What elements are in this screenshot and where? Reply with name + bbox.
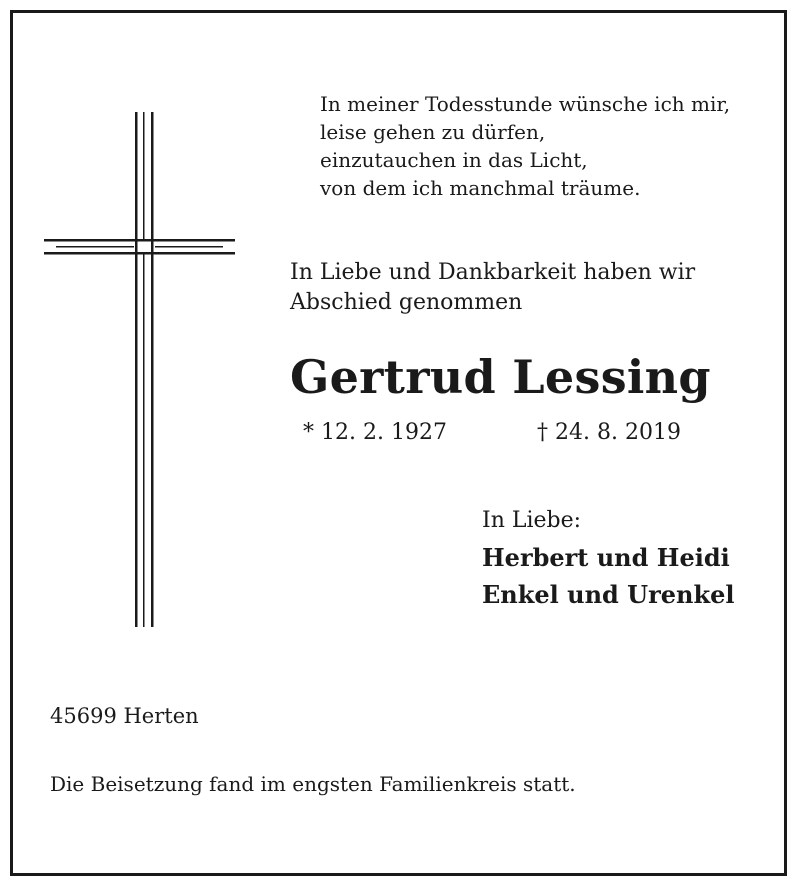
place: 45699 Herten	[50, 704, 199, 728]
death-date: † 24. 8. 2019	[537, 420, 681, 445]
intro-line: Abschied genommen	[290, 290, 523, 315]
intro-line: In Liebe und Dankbarkeit haben wir	[290, 260, 696, 285]
mourners-label: In Liebe:	[482, 508, 582, 533]
mourner-name: Enkel und Urenkel	[482, 580, 735, 609]
poem-line: einzutauchen in das Licht,	[320, 148, 588, 172]
funeral-note: Die Beisetzung fand im engsten Familienkreis statt.	[50, 772, 576, 796]
mourner-name: Herbert und Heidi	[482, 543, 730, 572]
poem-line: leise gehen zu dürfen,	[320, 120, 546, 144]
deceased-name: Gertrud Lessing	[290, 350, 711, 404]
intro-text	[290, 258, 695, 318]
birth-date: * 12. 2. 1927	[303, 420, 447, 445]
poem-line: In meiner Todesstunde wünsche ich mir,	[320, 92, 731, 116]
poem	[320, 90, 730, 202]
poem-line: von dem ich manchmal träume.	[320, 176, 641, 200]
